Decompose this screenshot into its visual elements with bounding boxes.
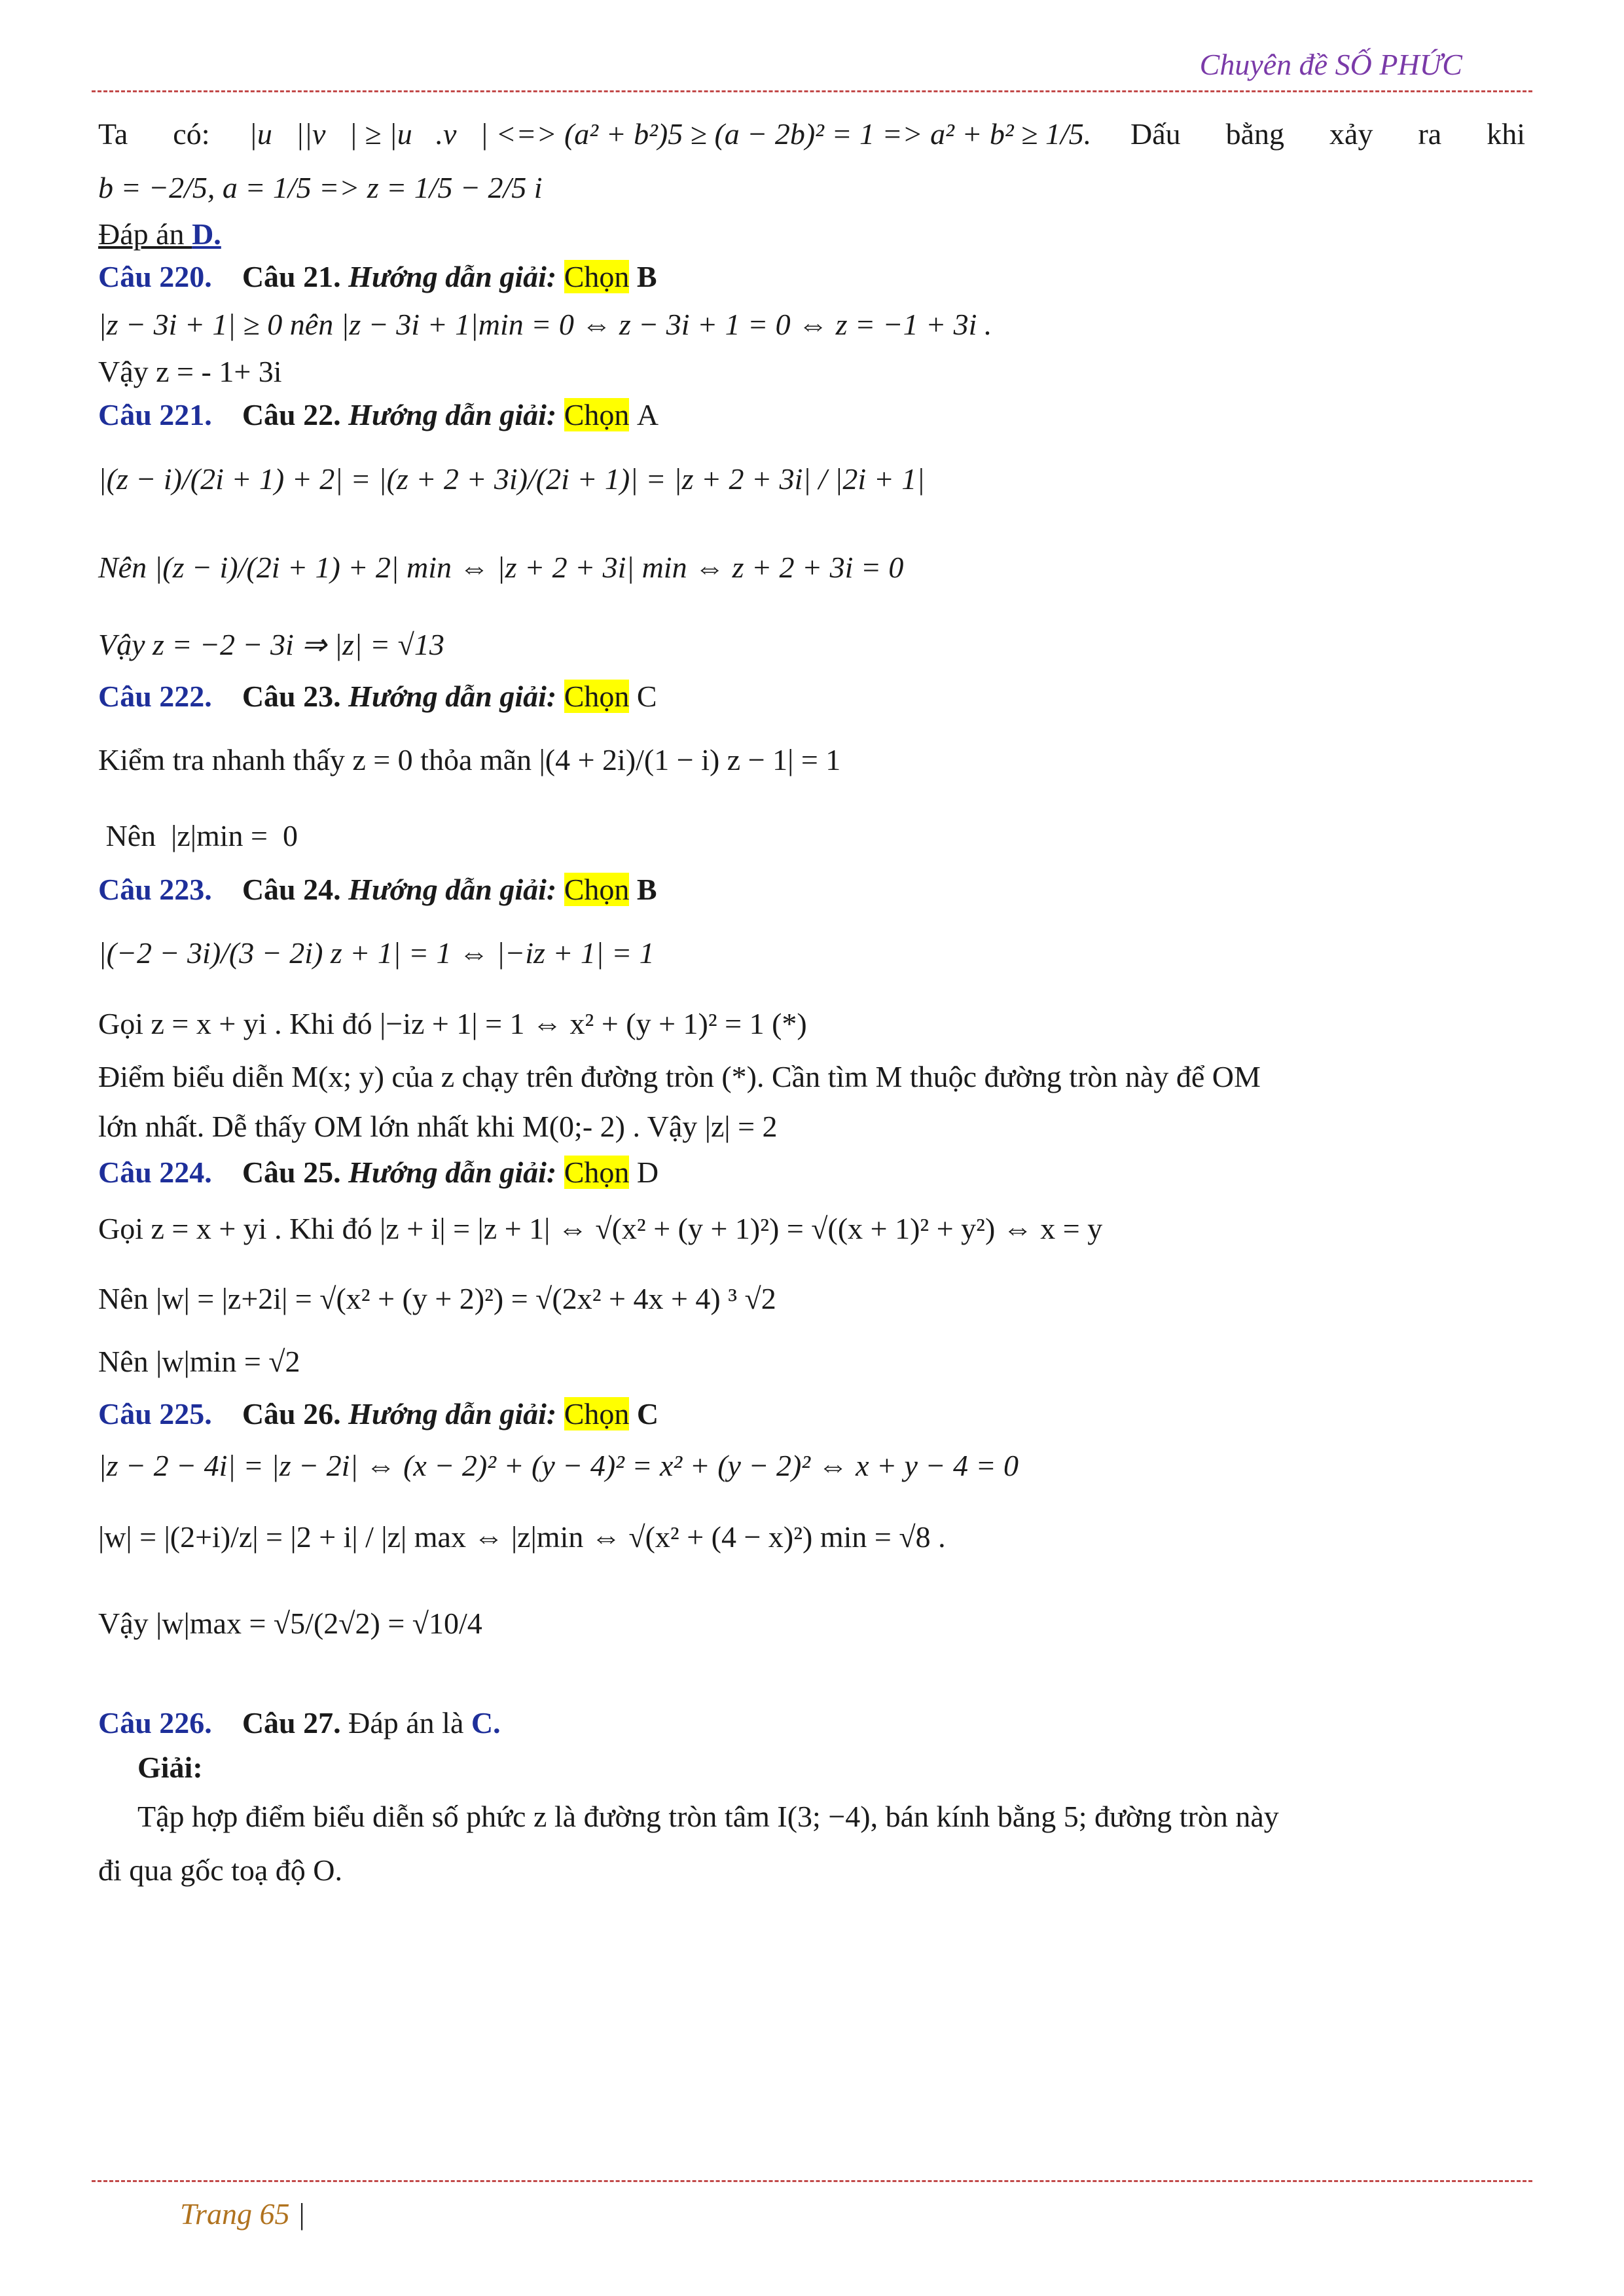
answer-value: D. xyxy=(192,217,221,251)
q224-line-3: Nên |w|min = √2 xyxy=(98,1345,300,1378)
q224-line-1: Gọi z = x + yi . Khi đó |z + i| = |z + 1| ⇔ √(x² + (y + 1)²) = √((x + 1)² + y²) ⇔ x = y xyxy=(98,1212,1103,1245)
header-prefix: Chuyên đề xyxy=(1199,48,1335,81)
question-222-heading xyxy=(98,676,1525,717)
giai-label: Giải: xyxy=(137,1751,203,1784)
question-sub: Câu 21. xyxy=(242,260,341,293)
question-224-heading xyxy=(98,1152,1525,1194)
question-225-heading xyxy=(98,1390,1525,1438)
chon-answer: B xyxy=(636,873,657,906)
chon-answer: C xyxy=(636,1397,659,1430)
question-number: Câu 221. xyxy=(98,398,212,431)
q225-line-3: Vậy |w|max = √5/(2√2) = √10/4 xyxy=(98,1607,482,1640)
footer-bar: | xyxy=(298,2197,305,2231)
intro-math-1: |u⃗||v⃗| ≥ |u⃗.v⃗| <=> (a² + b²)5 ≥ (a − 2b)² = 1 => a² + b² ≥ 1/5. xyxy=(249,117,1092,151)
guide-label: Hướng dẫn giải: xyxy=(348,260,557,293)
q221-line-1: |(z − i)/(2i + 1) + 2| = |(z + 2 + 3i)/(2i + 1)| = |z + 2 + 3i| / |2i + 1| xyxy=(98,462,925,496)
q220-line-1: |z − 3i + 1| ≥ 0 nên |z − 3i + 1|min = 0 ⇔ z − 3i + 1 = 0 ⇔ z = −1 + 3i . xyxy=(98,308,992,341)
question-226-heading xyxy=(98,1699,1525,1747)
chon-label: Chọn xyxy=(564,1397,630,1430)
question-sub: Câu 25. xyxy=(242,1156,341,1189)
question-sub: Câu 26. xyxy=(242,1397,341,1430)
question-number: Câu 226. xyxy=(98,1706,212,1740)
question-223-heading xyxy=(98,869,1525,911)
intro-line-1 xyxy=(98,108,1525,160)
q226-line-1: Tập hợp điểm biểu diễn số phức z là đường tròn tâm I(3; −4), bán kính bằng 5; đường tròn này xyxy=(137,1800,1279,1833)
chon-label: Chọn xyxy=(564,1156,630,1189)
q223-line-3: Điểm biểu diễn M(x; y) của z chạy trên đường tròn (*). Cần tìm M thuộc đường tròn này để OM xyxy=(98,1060,1261,1093)
guide-label: Hướng dẫn giải: xyxy=(348,398,557,431)
chon-label: Chọn xyxy=(564,680,630,713)
chon-answer: D xyxy=(636,1156,659,1189)
guide-label: Hướng dẫn giải: xyxy=(348,680,557,713)
q222-line-1: Kiểm tra nhanh thấy z = 0 thỏa mãn |(4 + 2i)/(1 − i) z − 1| = 1 xyxy=(98,743,841,776)
intro-line-2: b = −2/5, a = 1/5 => z = 1/5 − 2/5 i xyxy=(98,171,543,204)
page-content xyxy=(98,108,1525,1895)
chon-answer: A xyxy=(636,398,659,431)
q225-line-2: |w| = |(2+i)/z| = |2 + i| / |z| max ⇔ |z|min ⇔ √(x² + (4 − x)²) min = √8 . xyxy=(98,1520,946,1554)
question-221-heading xyxy=(98,393,1525,437)
question-sub: Câu 23. xyxy=(242,680,341,713)
intro-answer xyxy=(98,215,1525,255)
footer-divider xyxy=(92,2180,1532,2182)
question-sub: Câu 24. xyxy=(242,873,341,906)
guide-label: Hướng dẫn giải: xyxy=(348,1156,557,1189)
question-number: Câu 220. xyxy=(98,260,212,293)
question-sub: Câu 27. xyxy=(242,1706,341,1740)
chon-answer: C. xyxy=(471,1706,501,1740)
question-number: Câu 223. xyxy=(98,873,212,906)
answer-label: Đáp án xyxy=(98,217,192,251)
page-label: Trang xyxy=(180,2197,260,2231)
guide-label: Hướng dẫn giải: xyxy=(348,873,557,906)
question-number: Câu 225. xyxy=(98,1397,212,1430)
document-header xyxy=(1200,47,1462,82)
header-divider xyxy=(92,90,1532,92)
q223-line-2: Gọi z = x + yi . Khi đó |−iz + 1| = 1 ⇔ x² + (y + 1)² = 1 (*) xyxy=(98,1007,807,1040)
q220-line-2: Vậy z = - 1+ 3i xyxy=(98,355,282,388)
page-number: 65 xyxy=(259,2197,290,2231)
header-topic: SỐ PHỨC xyxy=(1335,48,1462,81)
q221-line-3: Vậy z = −2 − 3i ⇒ |z| = √13 xyxy=(98,628,444,661)
question-220-heading xyxy=(98,255,1525,299)
intro-lead: Ta có: xyxy=(98,117,210,151)
answer-intro: Đáp án là xyxy=(348,1706,471,1740)
q223-line-1: |(−2 − 3i)/(3 − 2i) z + 1| = 1 ⇔ |−iz + 1| = 1 xyxy=(98,936,655,970)
chon-label: Chọn xyxy=(564,260,630,293)
q222-line-2: Nên |z|min = 0 xyxy=(98,819,298,852)
page-footer xyxy=(180,2196,305,2231)
q226-line-2: đi qua gốc toạ độ O. xyxy=(98,1853,343,1887)
question-number: Câu 224. xyxy=(98,1156,212,1189)
chon-answer: C xyxy=(636,680,657,713)
q221-line-2: Nên |(z − i)/(2i + 1) + 2| min ⇔ |z + 2 + 3i| min ⇔ z + 2 + 3i = 0 xyxy=(98,551,904,584)
question-number: Câu 222. xyxy=(98,680,212,713)
q224-line-2: Nên |w| = |z+2i| = √(x² + (y + 2)²) = √(2x² + 4x + 4) ³ √2 xyxy=(98,1282,776,1315)
guide-label: Hướng dẫn giải: xyxy=(348,1397,557,1430)
question-sub: Câu 22. xyxy=(242,398,341,431)
chon-label: Chọn xyxy=(564,398,630,431)
chon-label: Chọn xyxy=(564,873,630,906)
chon-answer: B xyxy=(636,260,657,293)
q223-line-4: lớn nhất. Dễ thấy OM lớn nhất khi M(0;- 2) . Vậy |z| = 2 xyxy=(98,1110,778,1143)
intro-tail: Dấu bằng xảy ra khi xyxy=(1130,117,1525,151)
q225-line-1: |z − 2 − 4i| = |z − 2i| ⇔ (x − 2)² + (y − 4)² = x² + (y − 2)² ⇔ x + y − 4 = 0 xyxy=(98,1449,1019,1482)
